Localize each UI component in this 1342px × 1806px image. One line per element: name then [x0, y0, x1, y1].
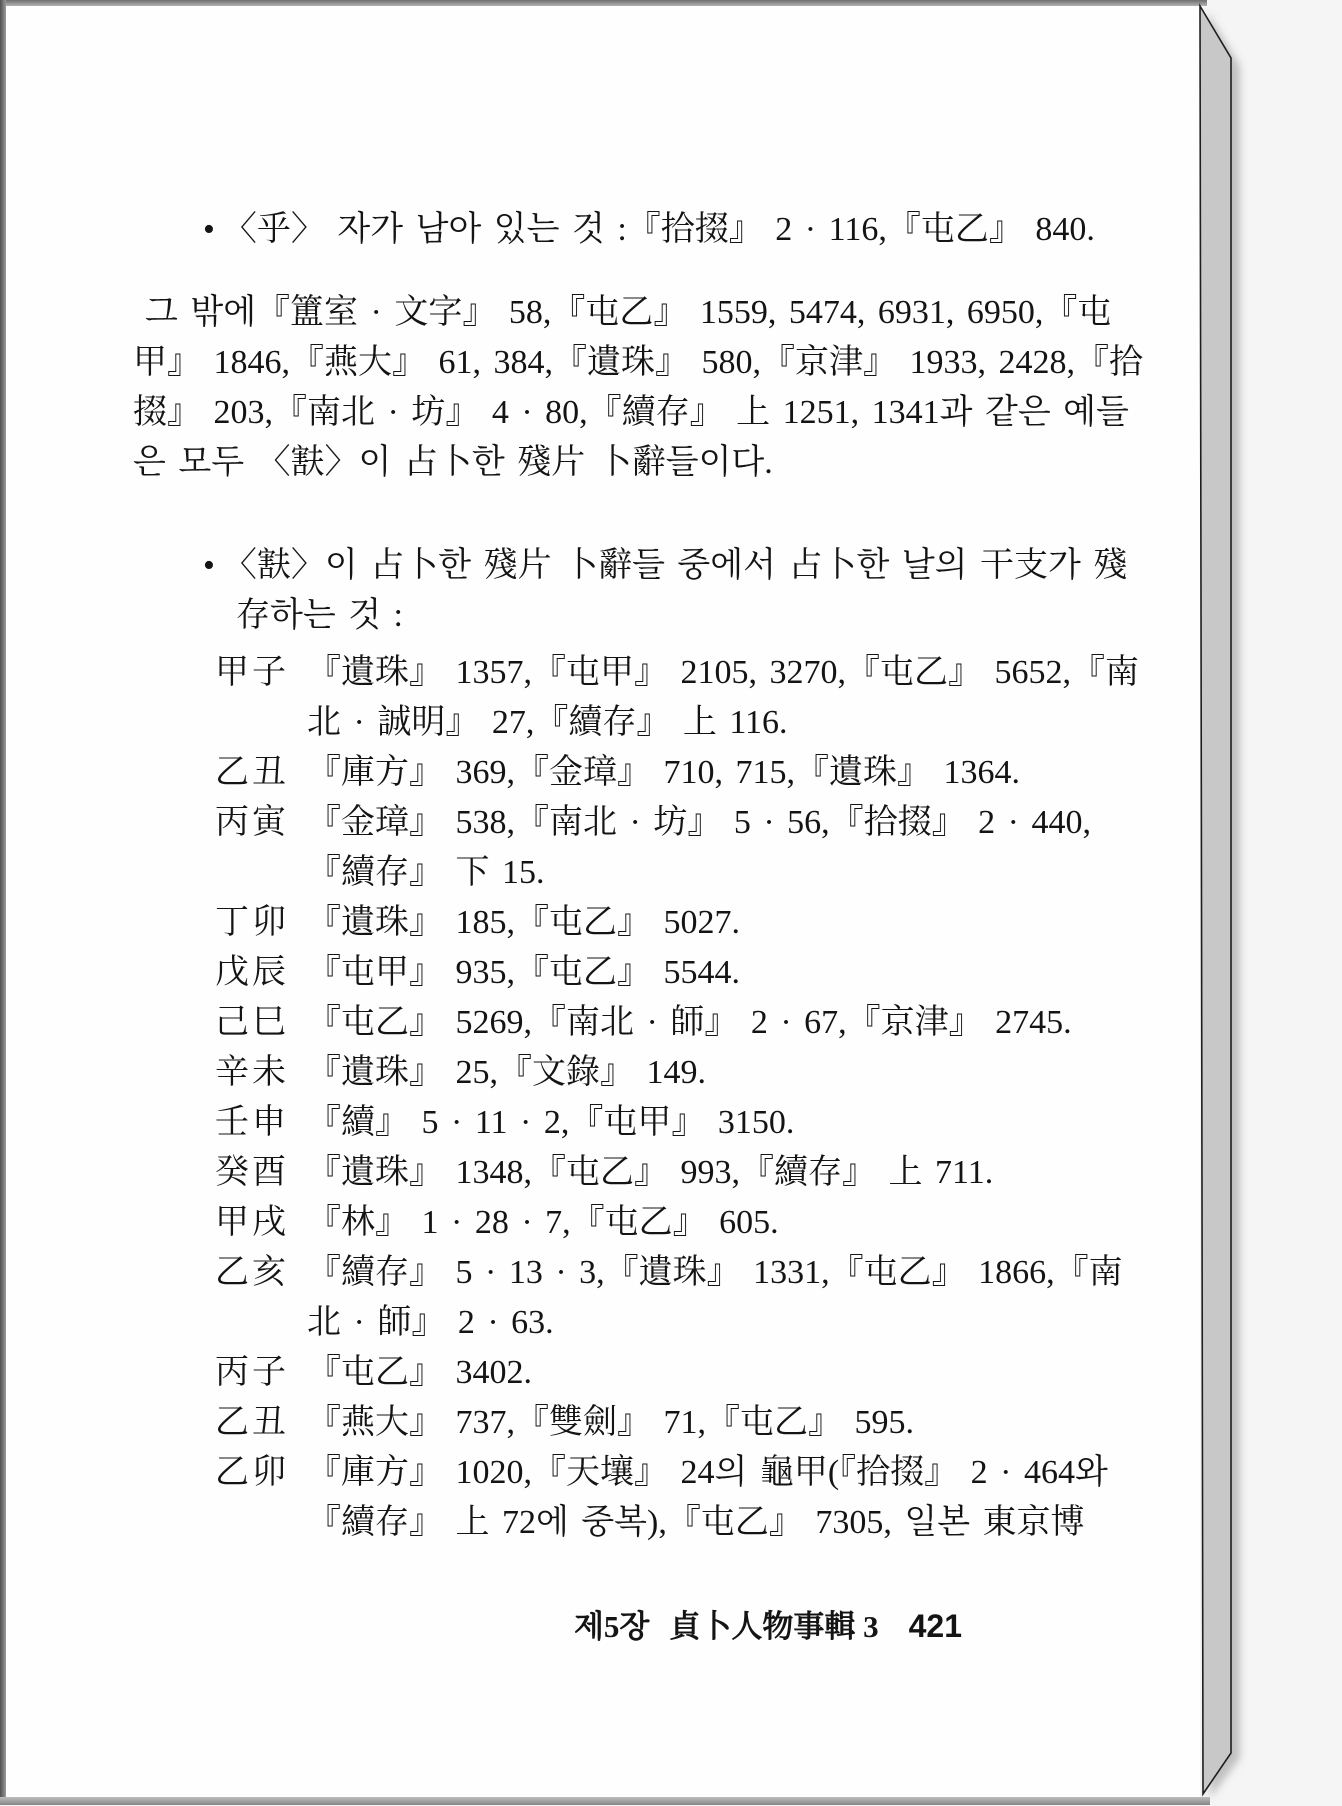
page-footer [0, 1601, 962, 1646]
entry-citations [307, 1448, 1139, 1548]
entry-citations [307, 1048, 1139, 1098]
list-item [215, 1048, 1139, 1098]
paragraph-line: 掇』 203,『南北 · 坊』 4 · 80,『續存』 上 1251, 1341과 같은 예들 [133, 394, 1129, 431]
list-item [215, 1098, 1139, 1148]
entry-citations [307, 948, 1139, 998]
citation-line: 『庫方』 369,『金璋』 710, 715,『遺珠』 1364. [307, 754, 1020, 791]
list-item [215, 1248, 1139, 1348]
ganzhi-label: 乙卯 [215, 1454, 289, 1491]
ganzhi-label: 丙子 [215, 1354, 289, 1391]
citation-line: 『遺珠』 1357,『屯甲』 2105, 3270,『屯乙』 5652,『南 [307, 654, 1139, 691]
book-section-title: 貞卜人物事輯 3 [669, 1609, 879, 1644]
citation-line: 『林』 1 · 28 · 7,『屯乙』 605. [307, 1204, 779, 1241]
entry-citations [307, 648, 1139, 748]
citation-line: 『續存』 5 · 13 · 3,『遺珠』 1331,『屯乙』 1866,『南 [307, 1254, 1123, 1291]
ganzhi-label: 丙寅 [215, 804, 289, 841]
paragraph-line: 그 밖에『簠室 · 文字』 58,『屯乙』 1559, 5474, 6931, 6950,『屯 [145, 294, 1112, 331]
bullet-icon: • [203, 211, 215, 248]
list-item [215, 1148, 1139, 1198]
citation-line: 『遺珠』 1348,『屯乙』 993,『續存』 上 711. [307, 1154, 994, 1191]
entry-citations [307, 1348, 1139, 1398]
bullet-2-line-2: 存하는 것 : [236, 597, 403, 634]
ganzhi-label: 丁卯 [215, 904, 289, 941]
citation-line: 『金璋』 538,『南北 · 坊』 5 · 56,『拾掇』 2 · 440, [307, 804, 1091, 841]
bullet-item-2 [203, 541, 1127, 641]
citation-line: 『續存』 上 72에 중복),『屯乙』 7305, 일본 東京博 [307, 1504, 1085, 1541]
citation-line: 『燕大』 737,『雙劍』 71,『屯乙』 595. [307, 1404, 914, 1441]
entry-citations [307, 998, 1139, 1048]
citation-line: 『續』 5 · 11 · 2,『屯甲』 3150. [307, 1104, 795, 1141]
ganzhi-entry-list [215, 648, 1139, 1548]
chapter-label: 제5장 [573, 1609, 650, 1644]
ganzhi-label: 辛未 [215, 1054, 289, 1091]
ganzhi-label: 乙丑 [215, 754, 289, 791]
paragraph [133, 288, 1143, 488]
ganzhi-label: 甲戌 [215, 1204, 289, 1241]
bullet-1-text: 〈乎〉 자가 남아 있는 것 :『拾掇』 2 · 116,『屯乙』 840. [222, 211, 1095, 248]
ganzhi-label: 乙丑 [215, 1404, 289, 1441]
citation-line: 『庫方』 1020,『天壤』 24의 龜甲(『拾掇』 2 · 464와 [307, 1454, 1108, 1491]
paragraph-line: 은 모두 〈㝬〉이 占卜한 殘片 卜辭들이다. [133, 444, 773, 481]
ganzhi-label: 癸酉 [215, 1154, 289, 1191]
list-item [215, 648, 1139, 748]
entry-citations [307, 898, 1139, 948]
list-item [215, 1198, 1139, 1248]
citation-line: 『屯甲』 935,『屯乙』 5544. [307, 954, 740, 991]
list-item [215, 898, 1139, 948]
entry-citations [307, 1098, 1139, 1148]
citation-line: 『屯乙』 5269,『南北 · 師』 2 · 67,『京津』 2745. [307, 1004, 1072, 1041]
citation-line: 『遺珠』 25,『文錄』 149. [307, 1054, 706, 1091]
citation-line: 『續存』 下 15. [307, 854, 545, 891]
citation-line: 『遺珠』 185,『屯乙』 5027. [307, 904, 740, 941]
citation-line: 北 · 師』 2 · 63. [307, 1304, 554, 1341]
paragraph-line: 甲』 1846,『燕大』 61, 384,『遺珠』 580,『京津』 1933, 2428,『拾 [133, 344, 1143, 381]
list-item [215, 948, 1139, 998]
bullet-icon: • [203, 547, 215, 584]
citation-line: 北 · 誠明』 27,『續存』 上 116. [307, 704, 788, 741]
ganzhi-label: 戊辰 [215, 954, 289, 991]
entry-citations [307, 748, 1139, 798]
list-item [215, 1398, 1139, 1448]
entry-citations [307, 798, 1139, 898]
bullet-2-line-1: 〈㝬〉이 占卜한 殘片 卜辭들 중에서 占卜한 날의 干支가 殘 [222, 547, 1128, 584]
citation-line: 『屯乙』 3402. [307, 1354, 532, 1391]
bullet-item-1 [203, 205, 1095, 255]
entry-citations [307, 1148, 1139, 1198]
ganzhi-label: 乙亥 [215, 1254, 289, 1291]
list-item [215, 798, 1139, 898]
entry-citations [307, 1398, 1139, 1448]
ganzhi-label: 壬申 [215, 1104, 289, 1141]
ganzhi-label: 甲子 [215, 654, 289, 691]
ganzhi-label: 己巳 [215, 1004, 289, 1041]
page-number: 421 [908, 1608, 962, 1644]
entry-citations [307, 1198, 1139, 1248]
list-item [215, 1348, 1139, 1398]
entry-citations [307, 1248, 1139, 1348]
list-item [215, 1448, 1139, 1548]
list-item [215, 748, 1139, 798]
list-item [215, 998, 1139, 1048]
